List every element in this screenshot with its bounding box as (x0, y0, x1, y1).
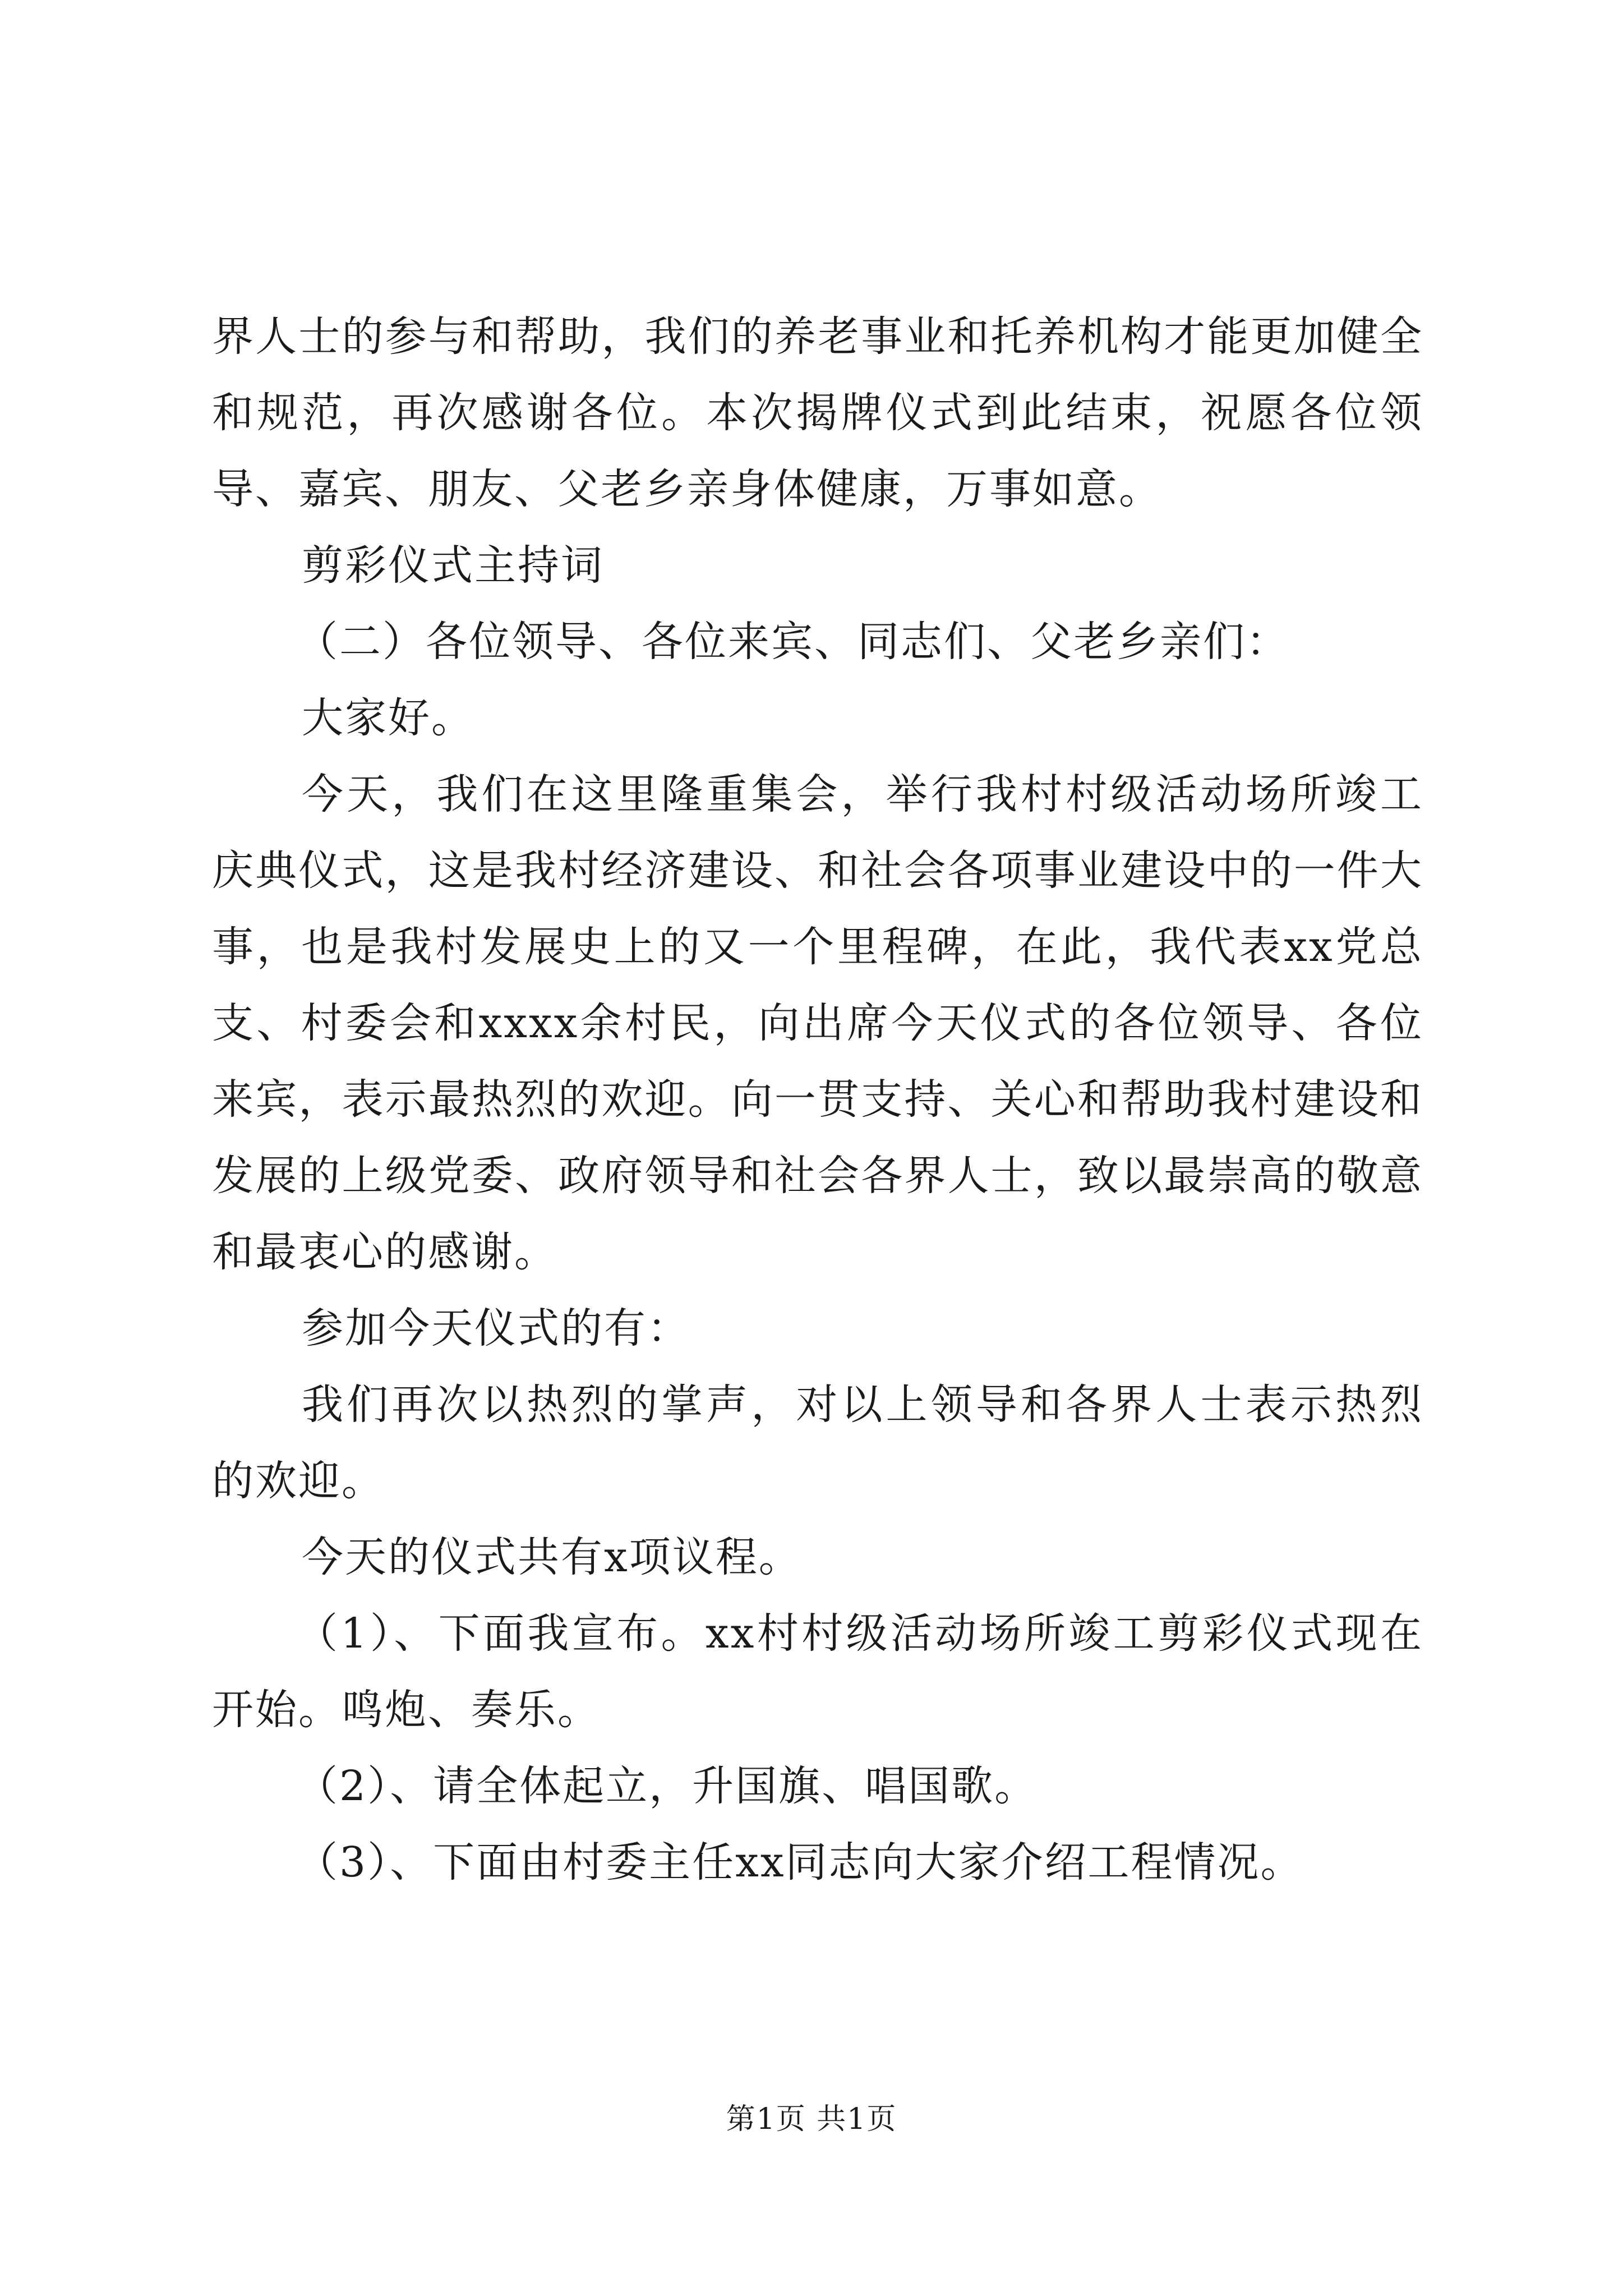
paragraph: 我们再次以热烈的掌声，对以上领导和各界人士表示热烈的欢迎。 (212, 1381, 1423, 1505)
salutation: （二）各位领导、各位来宾、同志们、父老乡亲们： (296, 618, 1289, 666)
agenda-item: （3）、下面由村委主任xx同志向大家介绍工程情况。 (296, 1838, 1304, 1887)
agenda-item: （2）、请全体起立，升国旗、唱国歌。 (296, 1762, 1038, 1810)
paragraph: 今天的仪式共有x项议程。 (302, 1533, 802, 1581)
paragraph: 参加今天仪式的有： (302, 1304, 690, 1352)
document-body (212, 298, 1423, 1901)
agenda-item: （1）、下面我宣布。xx村村级活动场所竣工剪彩仪式现在开始。鸣炮、奏乐。 (212, 1609, 1423, 1734)
page-number-label: 第1页 共1页 (726, 2102, 897, 2136)
paragraph: 今天，我们在这里隆重集会，举行我村村级活动场所竣工庆典仪式，这是我村经济建设、和社会各项事业建设中的一件大事，也是我村发展史上的又一个里程碑，在此，我代表xx党总支、村委会和xxxx余村民，向出席今天仪式的各位领导、各位来宾，表示最热烈的欢迎。向一贯支持、关心和帮助我村建设和发展的上级党委、政府领导和社会各界人士，致以最崇高的敬意和最衷心的感谢。 (212, 770, 1423, 1276)
section-heading: 剪彩仪式主持词 (302, 541, 604, 590)
page-footer (0, 2102, 1623, 2136)
greeting: 大家好。 (302, 694, 474, 742)
paragraph: 界人士的参与和帮助，我们的养老事业和托养机构才能更加健全和规范，再次感谢各位。本次揭牌仪式到此结束，祝愿各位领导、嘉宾、朋友、父老乡亲身体健康，万事如意。 (212, 312, 1423, 513)
